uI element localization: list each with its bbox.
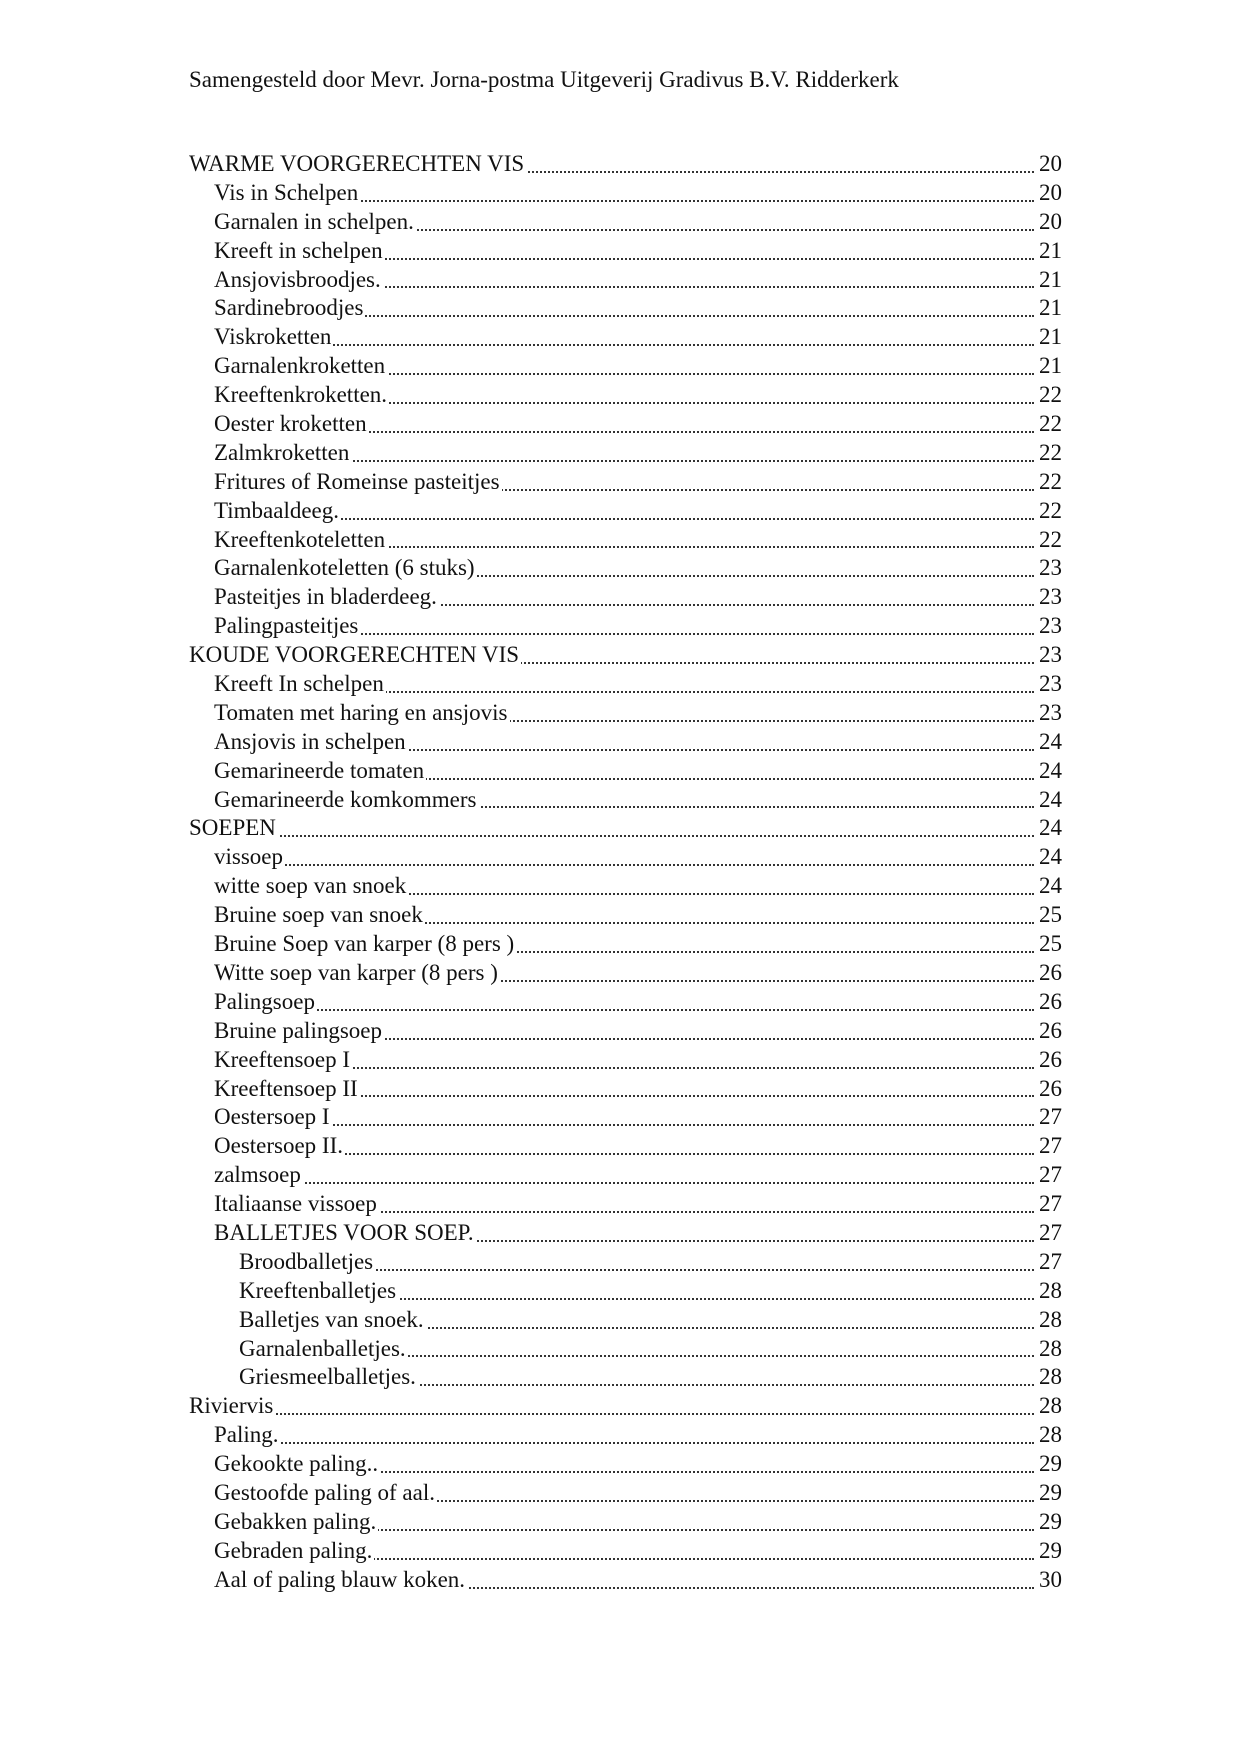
toc-entry-page: 26 <box>1036 1017 1062 1046</box>
toc-entry[interactable] <box>189 786 1062 815</box>
toc-entry[interactable] <box>189 468 1062 497</box>
toc-entry[interactable] <box>189 872 1062 901</box>
toc-entry-title: Zalmkroketten <box>214 439 350 465</box>
toc-entry-title: vissoep <box>214 844 283 870</box>
toc-entry-page: 23 <box>1036 554 1062 583</box>
toc-entry-page: 25 <box>1036 930 1062 959</box>
toc-entry-page: 21 <box>1036 294 1062 323</box>
toc-entry-title: Gebraden paling. <box>214 1537 373 1563</box>
toc-entry-page: 20 <box>1036 150 1062 179</box>
toc-entry[interactable] <box>189 1219 1062 1248</box>
toc-entry-page: 29 <box>1036 1508 1062 1537</box>
toc-entry-page: 28 <box>1036 1277 1062 1306</box>
toc-entry-page: 30 <box>1036 1566 1062 1595</box>
toc-entry[interactable] <box>189 670 1062 699</box>
toc-entry[interactable] <box>189 1190 1062 1219</box>
toc-entry-page: 28 <box>1036 1306 1062 1335</box>
toc-entry-title: Aal of paling blauw koken. <box>214 1566 466 1592</box>
toc-entry[interactable] <box>189 352 1062 381</box>
toc-entry-title: Gestoofde paling of aal. <box>214 1479 435 1505</box>
toc-entry[interactable] <box>189 930 1062 959</box>
toc-entry-title: Garnalenballetjes. <box>239 1335 406 1361</box>
toc-entry-title: Fritures of Romeinse pasteitjes <box>214 468 500 494</box>
toc-entry-title: Ansjovis in schelpen <box>214 728 406 754</box>
toc-entry[interactable] <box>189 208 1062 237</box>
toc-entry-page: 23 <box>1036 641 1062 670</box>
toc-entry-title: BALLETJES VOOR SOEP. <box>214 1219 474 1245</box>
toc-entry-page: 28 <box>1036 1392 1062 1421</box>
toc-entry-page: 26 <box>1036 1075 1062 1104</box>
toc-entry-title: Kreeftensoep II <box>214 1075 358 1101</box>
toc-entry[interactable] <box>189 1017 1062 1046</box>
toc-entry-page: 26 <box>1036 1046 1062 1075</box>
toc-entry-title: Riviervis <box>189 1393 274 1419</box>
toc-entry-title: Witte soep van karper (8 pers ) <box>214 959 498 985</box>
toc-entry-title: Kreeftenballetjes <box>239 1277 397 1303</box>
toc-entry[interactable] <box>189 179 1062 208</box>
toc-entry-title: Viskroketten <box>214 324 332 350</box>
toc-entry-page: 24 <box>1036 757 1062 786</box>
toc-entry-page: 26 <box>1036 988 1062 1017</box>
dot-leader <box>214 1009 1034 1011</box>
toc-entry[interactable] <box>189 1277 1062 1306</box>
toc-entry[interactable] <box>189 1046 1062 1075</box>
toc-entry-title: SOEPEN <box>189 815 276 841</box>
toc-entry[interactable] <box>189 497 1062 526</box>
toc-entry[interactable] <box>189 901 1062 930</box>
toc-entry[interactable] <box>189 323 1062 352</box>
toc-entry-page: 21 <box>1036 352 1062 381</box>
toc-entry-title: Tomaten met haring en ansjovis <box>214 699 508 725</box>
dot-leader <box>214 1124 1034 1126</box>
toc-entry[interactable] <box>189 728 1062 757</box>
toc-entry-page: 23 <box>1036 612 1062 641</box>
toc-entry-title: Bruine palingsoep <box>214 1017 382 1043</box>
toc-entry-title: Balletjes van snoek. <box>239 1306 424 1332</box>
toc-entry-page: 29 <box>1036 1537 1062 1566</box>
toc-entry[interactable] <box>189 1075 1062 1104</box>
toc-entry-title: witte soep van snoek <box>214 873 407 899</box>
toc-entry[interactable] <box>189 1537 1062 1566</box>
toc-entry-page: 23 <box>1036 583 1062 612</box>
toc-entry-title: Kreeftenkroketten. <box>214 382 388 408</box>
toc-entry[interactable] <box>189 1421 1062 1450</box>
dot-leader <box>214 864 1034 866</box>
toc-entry-title: Timbaaldeeg. <box>214 497 339 523</box>
toc-entry-title: KOUDE VOORGERECHTEN VIS <box>189 642 520 668</box>
toc-entry-title: Paling. <box>214 1422 279 1448</box>
toc-entry[interactable] <box>189 381 1062 410</box>
toc-entry-title: Kreeftensoep I <box>214 1046 351 1072</box>
toc-entry-page: 21 <box>1036 237 1062 266</box>
table-of-contents <box>189 150 1062 1595</box>
toc-entry[interactable] <box>189 843 1062 872</box>
toc-entry-page: 24 <box>1036 728 1062 757</box>
toc-entry[interactable] <box>189 1132 1062 1161</box>
toc-entry[interactable] <box>189 612 1062 641</box>
dot-leader <box>214 1182 1034 1184</box>
toc-entry-title: Garnalen in schelpen. <box>214 208 414 234</box>
toc-entry-title: Palingsoep <box>214 988 315 1014</box>
toc-entry-title: WARME VOORGERECHTEN VIS <box>189 151 525 176</box>
toc-entry-title: Bruine soep van snoek <box>214 902 423 928</box>
toc-entry-title: Oestersoep I <box>214 1104 330 1130</box>
toc-entry-page: 26 <box>1036 959 1062 988</box>
toc-entry-title: Italiaanse vissoep <box>214 1191 377 1217</box>
toc-entry-page: 22 <box>1036 468 1062 497</box>
toc-entry-title: Oestersoep II. <box>214 1133 344 1159</box>
toc-entry-page: 29 <box>1036 1450 1062 1479</box>
toc-entry-title: Vis in Schelpen <box>214 179 359 205</box>
toc-entry-page: 27 <box>1036 1161 1062 1190</box>
dot-leader <box>189 835 1034 837</box>
toc-entry[interactable] <box>189 1161 1062 1190</box>
toc-entry[interactable] <box>189 1479 1062 1508</box>
toc-entry[interactable] <box>189 1450 1062 1479</box>
toc-entry-page: 29 <box>1036 1479 1062 1508</box>
toc-entry[interactable] <box>189 757 1062 786</box>
toc-entry-page: 22 <box>1036 439 1062 468</box>
toc-entry-title: zalmsoep <box>214 1162 301 1188</box>
toc-entry-page: 27 <box>1036 1219 1062 1248</box>
toc-entry-page: 28 <box>1036 1421 1062 1450</box>
toc-entry[interactable] <box>189 1508 1062 1537</box>
toc-entry[interactable] <box>189 583 1062 612</box>
toc-entry[interactable] <box>189 554 1062 583</box>
toc-entry-title: Gemarineerde tomaten <box>214 757 425 783</box>
toc-entry-title: Gekookte paling.. <box>214 1451 379 1477</box>
toc-entry-page: 25 <box>1036 901 1062 930</box>
toc-entry-title: Kreeft in schelpen <box>214 237 383 263</box>
toc-entry-page: 24 <box>1036 872 1062 901</box>
toc-entry-page: 28 <box>1036 1363 1062 1392</box>
toc-entry[interactable] <box>189 237 1062 266</box>
toc-entry-page: 20 <box>1036 179 1062 208</box>
toc-entry[interactable] <box>189 294 1062 323</box>
toc-entry[interactable] <box>189 1335 1062 1364</box>
toc-entry[interactable] <box>189 1363 1062 1392</box>
toc-entry-title: Garnalenkroketten <box>214 353 386 379</box>
toc-entry-title: Griesmeelballetjes. <box>239 1364 416 1390</box>
toc-entry[interactable] <box>189 1566 1062 1595</box>
toc-entry-page: 27 <box>1036 1190 1062 1219</box>
toc-entry-title: Gebakken paling. <box>214 1508 377 1534</box>
toc-entry[interactable] <box>189 410 1062 439</box>
toc-entry-page: 28 <box>1036 1335 1062 1364</box>
toc-entry-page: 22 <box>1036 410 1062 439</box>
toc-entry[interactable] <box>189 1392 1062 1421</box>
toc-entry[interactable] <box>189 699 1062 728</box>
toc-entry-title: Kreeft In schelpen <box>214 671 384 697</box>
toc-entry-title: Pasteitjes in bladerdeeg. <box>214 584 437 610</box>
page-header: Samengesteld door Mevr. Jorna-postma Uitgeverij Gradivus B.V. Ridderkerk <box>189 67 899 92</box>
toc-entry[interactable] <box>189 641 1062 670</box>
toc-entry-title: Oester kroketten <box>214 411 367 437</box>
dot-leader <box>189 1413 1034 1415</box>
toc-entry[interactable] <box>189 1103 1062 1132</box>
toc-entry-page: 22 <box>1036 381 1062 410</box>
toc-entry-page: 22 <box>1036 497 1062 526</box>
toc-entry-title: Broodballetjes <box>239 1248 374 1274</box>
toc-entry-page: 24 <box>1036 786 1062 815</box>
toc-entry-page: 24 <box>1036 814 1062 843</box>
toc-entry-page: 23 <box>1036 670 1062 699</box>
toc-entry-page: 22 <box>1036 526 1062 555</box>
toc-entry-page: 24 <box>1036 843 1062 872</box>
toc-entry-page: 27 <box>1036 1132 1062 1161</box>
dot-leader <box>214 344 1034 346</box>
toc-entry[interactable] <box>189 439 1062 468</box>
toc-entry-title: Ansjovisbroodjes. <box>214 266 381 292</box>
toc-entry[interactable] <box>189 1248 1062 1277</box>
toc-entry-page: 27 <box>1036 1248 1062 1277</box>
toc-entry[interactable] <box>189 1306 1062 1335</box>
toc-entry[interactable] <box>189 988 1062 1017</box>
toc-entry[interactable] <box>189 814 1062 843</box>
toc-entry-title: Kreeftenkoteletten <box>214 526 386 552</box>
toc-entry[interactable] <box>189 150 1062 179</box>
toc-entry-page: 21 <box>1036 323 1062 352</box>
toc-entry[interactable] <box>189 526 1062 555</box>
toc-entry-title: Gemarineerde komkommers <box>214 786 477 812</box>
toc-entry-page: 20 <box>1036 208 1062 237</box>
toc-entry-title: Bruine Soep van karper (8 pers ) <box>214 931 515 957</box>
toc-entry[interactable] <box>189 266 1062 295</box>
toc-entry-page: 21 <box>1036 266 1062 295</box>
toc-entry-title: Palingpasteitjes <box>214 613 359 639</box>
toc-entry-page: 23 <box>1036 699 1062 728</box>
toc-entry[interactable] <box>189 959 1062 988</box>
dot-leader <box>214 1442 1034 1444</box>
toc-entry-title: Sardinebroodjes <box>214 295 364 321</box>
toc-entry-title: Garnalenkoteletten (6 stuks) <box>214 555 475 581</box>
toc-entry-page: 27 <box>1036 1103 1062 1132</box>
